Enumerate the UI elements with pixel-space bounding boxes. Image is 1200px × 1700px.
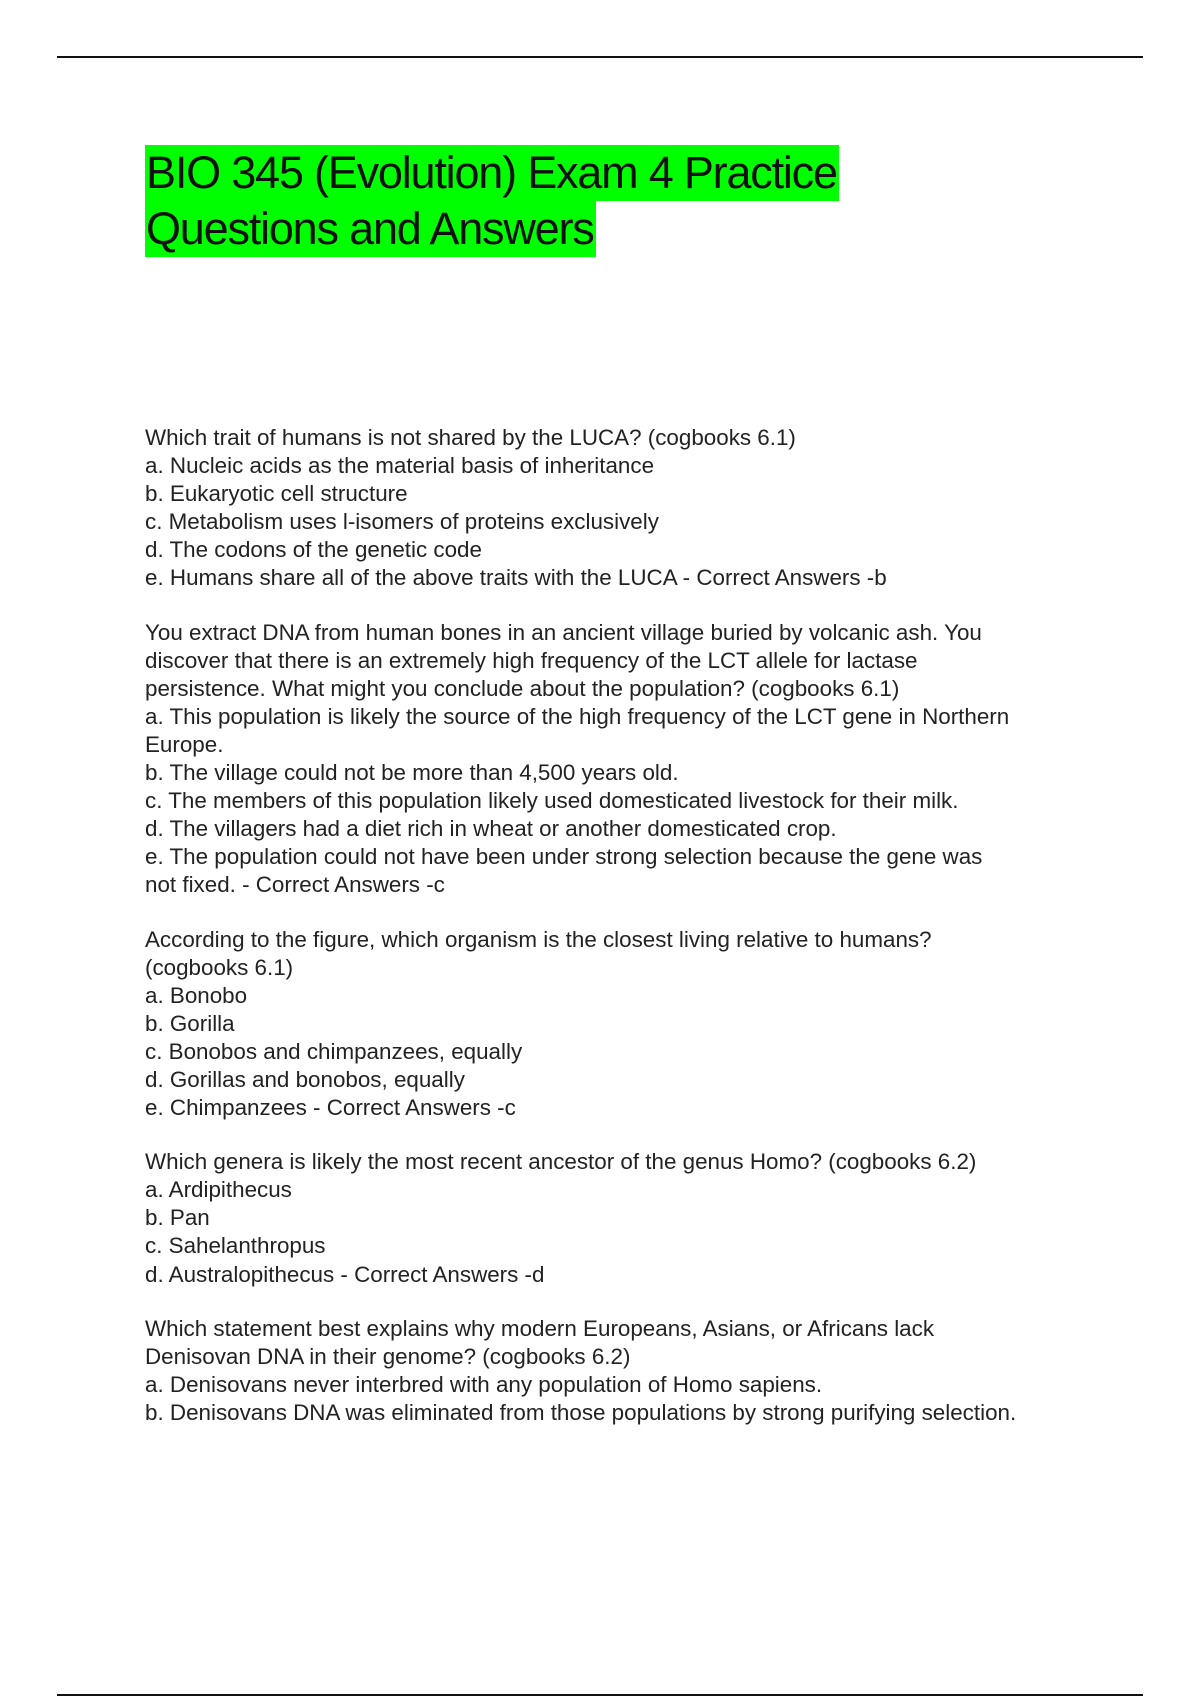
answer-option: a. Ardipithecus: [145, 1177, 292, 1203]
question-list: [145, 424, 1105, 1453]
question-block-4: [145, 1148, 1105, 1288]
question-line: According to the figure, which organism is the closest living relative to humans?: [145, 926, 932, 952]
answer-option: a. Denisovans never interbred with any population of Homo sapiens.: [145, 1371, 823, 1397]
question-line: Which genera is likely the most recent ancestor of the genus Homo? (cogbooks 6.2): [145, 1149, 977, 1175]
answer-option: e. The population could not have been under strong selection because the gene was: [145, 844, 983, 870]
question-block-2: [145, 619, 1105, 900]
answer-option: a. Bonobo: [145, 982, 248, 1008]
answer-option: b. Denisovans DNA was eliminated from those populations by strong purifying selection.: [145, 1399, 1017, 1425]
answer-option: d. The codons of the genetic code: [145, 537, 482, 563]
question-line: Which trait of humans is not shared by the LUCA? (cogbooks 6.1): [145, 425, 796, 450]
answer-option: b. Pan: [145, 1205, 210, 1231]
question-line: (cogbooks 6.1): [145, 954, 294, 980]
question-line: You extract DNA from human bones in an ancient village buried by volcanic ash. You: [145, 619, 982, 645]
title-line-2: Questions and Answers: [145, 201, 596, 257]
answer-option-with-correct-answer: d. Australopithecus - Correct Answers -d: [145, 1261, 545, 1287]
answer-option: c. Sahelanthropus: [145, 1233, 326, 1259]
answer-option: Europe.: [145, 731, 224, 757]
answer-option: c. The members of this population likely used domesticated livestock for their milk.: [145, 788, 959, 814]
answer-option: d. Gorillas and bonobos, equally: [145, 1066, 465, 1092]
answer-option-with-correct-answer: e. Humans share all of the above traits with the LUCA - Correct Answers -b: [145, 565, 887, 591]
top-rule: [57, 56, 1143, 58]
question-line: Denisovan DNA in their genome? (cogbooks 6.2): [145, 1343, 631, 1369]
question-block-3: [145, 926, 1105, 1123]
answer-option: d. The villagers had a diet rich in wheat or another domesticated crop.: [145, 816, 837, 842]
title-line-1: BIO 345 (Evolution) Exam 4 Practice: [145, 145, 839, 201]
question-line: Which statement best explains why modern Europeans, Asians, or Africans lack: [145, 1315, 935, 1341]
answer-option: c. Metabolism uses l-isomers of proteins exclusively: [145, 509, 659, 535]
document-title: [145, 145, 1045, 257]
question-line: discover that there is an extremely high frequency of the LCT allele for lactase: [145, 647, 918, 673]
answer-option: b. Gorilla: [145, 1010, 235, 1036]
question-line: persistence. What might you conclude about the population? (cogbooks 6.1): [145, 675, 900, 701]
question-block-1: [145, 424, 1105, 593]
question-block-5: [145, 1315, 1105, 1427]
bottom-rule: [57, 1694, 1143, 1696]
answer-option: a. Nucleic acids as the material basis of inheritance: [145, 453, 655, 479]
answer-option: a. This population is likely the source of the high frequency of the LCT gene in Northern: [145, 703, 1010, 729]
answer-option: b. The village could not be more than 4,500 years old.: [145, 760, 679, 786]
answer-option: c. Bonobos and chimpanzees, equally: [145, 1038, 523, 1064]
answer-option: b. Eukaryotic cell structure: [145, 481, 408, 507]
answer-option-with-correct-answer: not fixed. - Correct Answers -c: [145, 872, 445, 898]
answer-option-with-correct-answer: e. Chimpanzees - Correct Answers -c: [145, 1095, 516, 1121]
